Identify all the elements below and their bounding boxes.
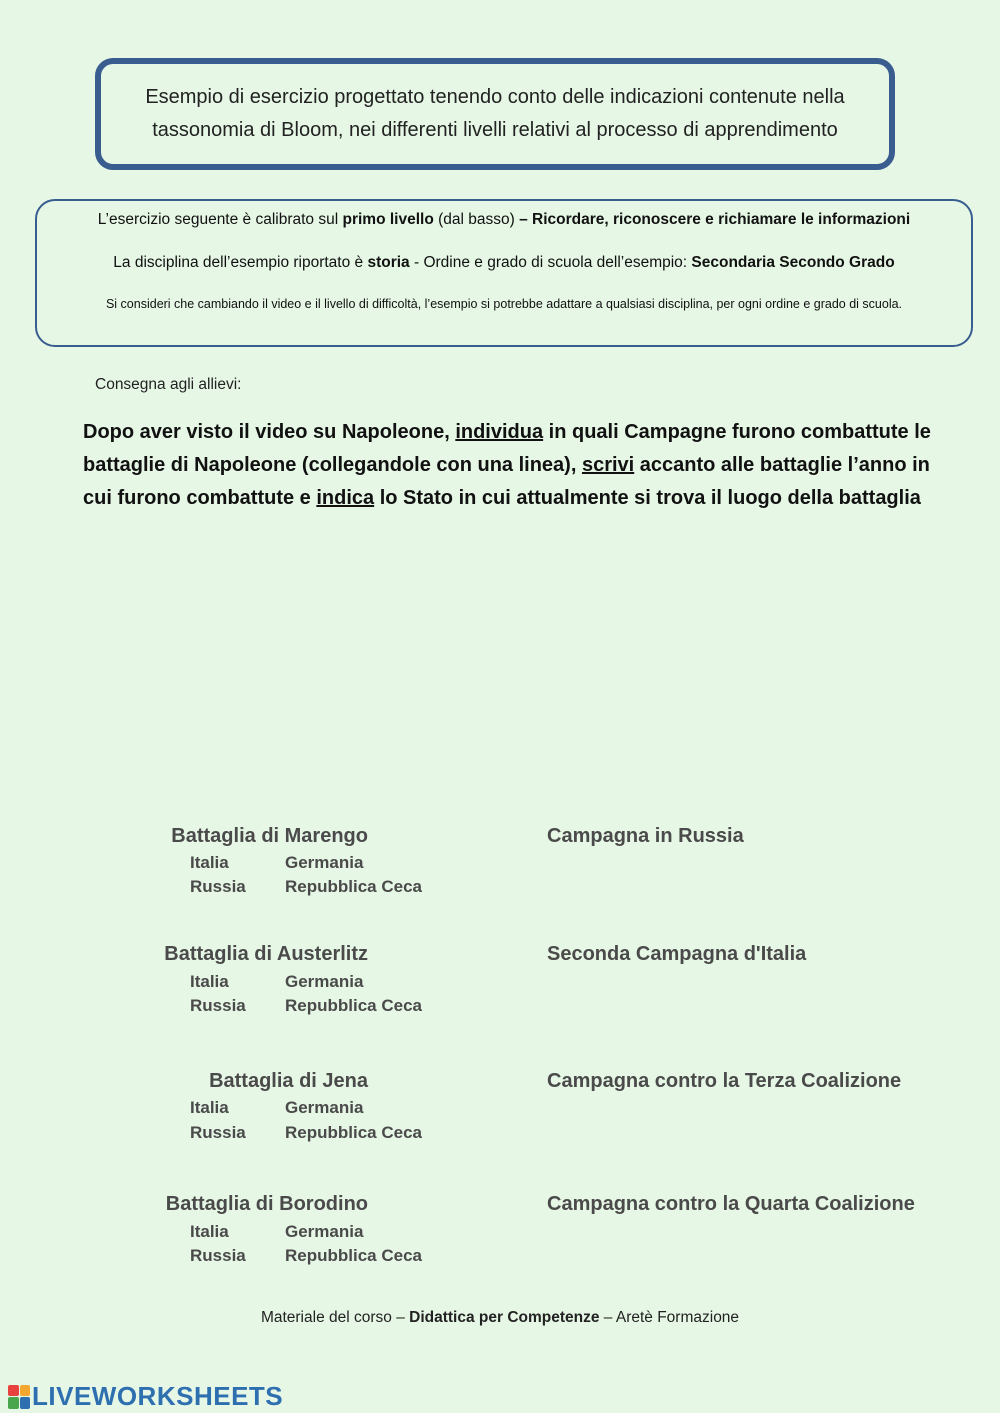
option-repubblica-ceca[interactable]: Repubblica Ceca bbox=[285, 996, 422, 1015]
liveworksheets-logo bbox=[8, 1381, 283, 1412]
option-repubblica-ceca[interactable]: Repubblica Ceca bbox=[285, 1246, 422, 1265]
campaign-terza-coalizione[interactable]: Campagna contro la Terza Coalizione bbox=[547, 1070, 902, 1092]
option-russia[interactable]: Russia bbox=[190, 877, 246, 896]
header-line-2: tassonomia di Bloom, nei differenti livelli relativi al processo di apprendimento bbox=[152, 119, 838, 141]
option-italia[interactable]: Italia bbox=[190, 1222, 229, 1241]
option-germania[interactable]: Germania bbox=[285, 1222, 364, 1241]
option-italia[interactable]: Italia bbox=[190, 972, 229, 991]
footer: Materiale del corso – Didattica per Competenze – Aretè Formazione bbox=[260, 1309, 740, 1326]
header-box bbox=[95, 58, 895, 170]
info-box bbox=[35, 199, 973, 347]
option-russia[interactable]: Russia bbox=[190, 996, 246, 1015]
option-russia[interactable]: Russia bbox=[190, 1246, 246, 1265]
campaign-seconda-italia[interactable]: Seconda Campagna d'Italia bbox=[547, 943, 807, 965]
logo-mark-icon bbox=[8, 1385, 30, 1409]
battle-title: Battaglia di Marengo bbox=[171, 825, 368, 847]
consegna-label: Consegna agli allievi: bbox=[95, 376, 242, 393]
info-subject-line: La disciplina dell’esempio riportato è storia - Ordine e grado di scuola dell’esempio: Secondaria Secondo Grado bbox=[113, 254, 895, 271]
battle-title: Battaglia di Jena bbox=[209, 1070, 368, 1092]
option-repubblica-ceca[interactable]: Repubblica Ceca bbox=[285, 1123, 422, 1142]
option-russia[interactable]: Russia bbox=[190, 1123, 246, 1142]
logo-text: LIVEWORKSHEETS bbox=[32, 1381, 284, 1411]
option-germania[interactable]: Germania bbox=[285, 972, 364, 991]
option-repubblica-ceca[interactable]: Repubblica Ceca bbox=[285, 877, 422, 896]
header-line-1: Esempio di esercizio progettato tenendo conto delle indicazioni contenute nella bbox=[145, 86, 845, 108]
option-italia[interactable]: Italia bbox=[190, 853, 229, 872]
info-level-line: L’esercizio seguente è calibrato sul primo livello (dal basso) – Ricordare, riconoscere e richiamare le informazioni bbox=[97, 211, 911, 228]
option-germania[interactable]: Germania bbox=[285, 1098, 364, 1117]
info-note-line: Si consideri che cambiando il video e il livello di difficoltà, l’esempio si potrebbe adattare a qualsiasi disciplina, per ogni ordine e grado di scuola. bbox=[105, 297, 903, 311]
option-germania[interactable]: Germania bbox=[285, 853, 364, 872]
option-italia[interactable]: Italia bbox=[190, 1098, 229, 1117]
battle-title: Battaglia di Borodino bbox=[165, 1193, 368, 1215]
campaign-quarta-coalizione[interactable]: Campagna contro la Quarta Coalizione bbox=[547, 1193, 915, 1215]
instructions: Dopo aver visto il video su Napoleone, individua in quali Campagne furono combattute le battaglie di Napoleone (collegandole con una linea), scrivi accanto alle battaglie l’anno in cui furono combattute e indica lo Stato in cui attualmente si trova il luogo della battaglia bbox=[83, 421, 931, 509]
campaign-russia[interactable]: Campagna in Russia bbox=[547, 825, 744, 847]
battle-title: Battaglia di Austerlitz bbox=[164, 943, 368, 965]
